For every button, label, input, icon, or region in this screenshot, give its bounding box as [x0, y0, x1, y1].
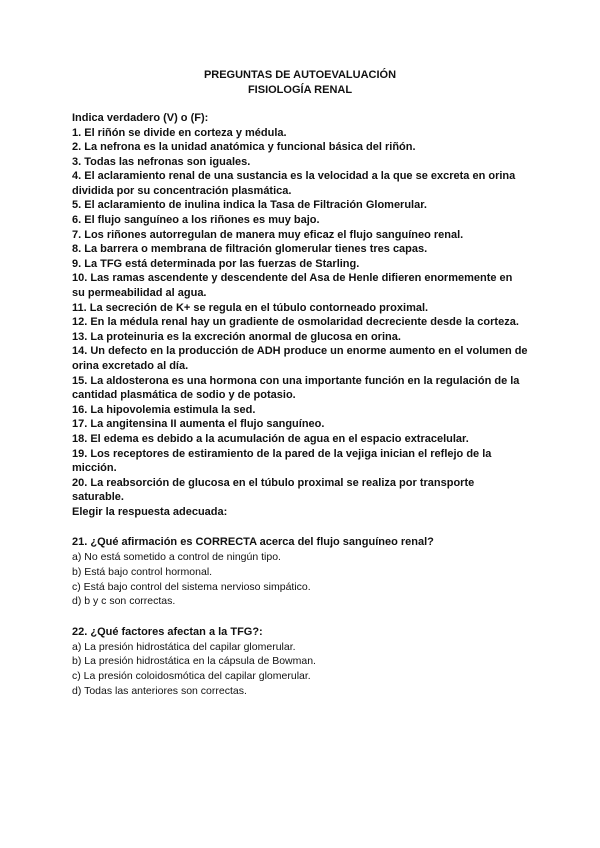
statement-list — [72, 126, 528, 505]
statement-item: 15. La aldosterona es una hormona con una importante función en la regulación de la cantidad plasmática de sodio y de potasio. — [72, 374, 520, 402]
answer-option: d) b y c son correctas. — [72, 595, 176, 608]
statement-item: 9. La TFG está determinada por las fuerzas de Starling. — [72, 257, 360, 270]
document-page — [72, 68, 528, 698]
statement-item: 12. En la médula renal hay un gradiente de osmolaridad decreciente desde la corteza. — [72, 316, 519, 329]
question-22 — [72, 625, 528, 698]
answer-option: b) La presión hidrostática en la cápsula de Bowman. — [72, 655, 316, 668]
statement-item: 1. El riñón se divide en corteza y médula. — [72, 126, 287, 139]
document-subtitle: FISIOLOGÍA RENAL — [247, 84, 353, 96]
statement-item: 16. La hipovolemia estimula la sed. — [72, 403, 256, 416]
answer-option: a) La presión hidrostática del capilar glomerular. — [72, 640, 296, 653]
question-text: 22. ¿Qué factores afectan a la TFG?: — [72, 625, 263, 638]
statement-item: 2. La nefrona es la unidad anatómica y funcional básica del riñón. — [72, 141, 416, 154]
statement-item: 8. La barrera o membrana de filtración glomerular tienes tres capas. — [72, 243, 428, 256]
statement-item: 4. El aclaramiento renal de una sustancia es la velocidad a la que se excreta en orina dividida por su concentración plasmática. — [72, 170, 516, 197]
statement-item: 17. La angitensina II aumenta el flujo sanguíneo. — [72, 418, 325, 431]
question-21 — [72, 535, 528, 608]
statement-item: 19. Los receptores de estiramiento de la pared de la vejiga inician el reflejo de la micción. — [72, 447, 492, 475]
statement-item: 13. La proteinuria es la excreción anormal de glucosa en orina. — [72, 330, 401, 343]
answer-option: b) Está bajo control hormonal. — [72, 566, 213, 579]
statement-item: 18. El edema es debido a la acumulación de agua en el espacio extracelular. — [72, 432, 469, 445]
true-false-instructions: Indica verdadero (V) o (F): — [72, 112, 209, 124]
answer-option: d) Todas las anteriores son correctas. — [72, 684, 247, 697]
multiple-choice-instructions: Elegir la respuesta adecuada: — [72, 505, 228, 518]
statement-item: 11. La secreción de K+ se regula en el túbulo contorneado proximal. — [72, 301, 429, 314]
statement-item: 3. Todas las nefronas son iguales. — [72, 155, 251, 168]
statement-item: 20. La reabsorción de glucosa en el túbulo proximal se realiza por transporte saturable. — [72, 476, 475, 504]
statement-item: 6. El flujo sanguíneo a los riñones es muy bajo. — [72, 214, 320, 227]
answer-option: a) No está sometido a control de ningún tipo. — [72, 551, 281, 564]
question-text: 21. ¿Qué afirmación es CORRECTA acerca del flujo sanguíneo renal? — [72, 536, 434, 549]
statement-item: 10. Las ramas ascendente y descendente del Asa de Henle difieren enormemente en su permeabilidad al agua. — [72, 272, 513, 300]
document-title: PREGUNTAS DE AUTOEVALUACIÓN — [203, 69, 397, 81]
answer-option: c) Está bajo control del sistema nervioso simpático. — [72, 580, 311, 593]
statement-item: 7. Los riñones autorregulan de manera muy eficaz el flujo sanguíneo renal. — [72, 228, 464, 241]
statement-item: 5. El aclaramiento de inulina indica la Tasa de Filtración Glomerular. — [72, 199, 427, 212]
answer-option: c) La presión coloidosmótica del capilar glomerular. — [72, 670, 311, 682]
statement-item: 14. Un defecto en la producción de ADH produce un enorme aumento en el volumen de orina excretado al día. — [72, 345, 528, 372]
title-block — [72, 68, 528, 98]
